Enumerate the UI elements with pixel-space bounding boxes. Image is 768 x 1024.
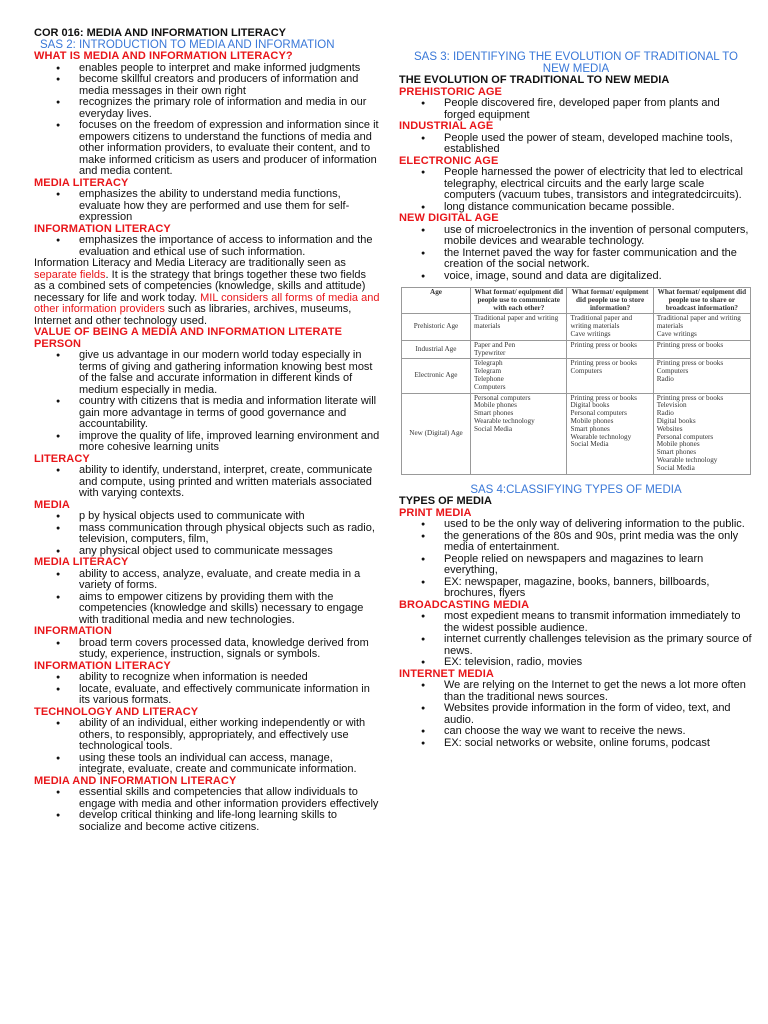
table-cell bbox=[653, 314, 750, 340]
technology-literacy-heading: TECHNOLOGY AND LITERACY bbox=[34, 705, 199, 718]
industrial-list bbox=[399, 133, 753, 156]
table-header: What format/ equipment did people use to communicate with each other? bbox=[471, 288, 567, 314]
list-item: ● emphasizes the ability to understand media functions, evaluate how they are performed and use them for self-expression bbox=[34, 189, 380, 224]
evolution-title: THE EVOLUTION OF TRADITIONAL TO NEW MEDIA bbox=[399, 74, 670, 86]
table-cell-line: Radio bbox=[656, 374, 674, 383]
table-cell bbox=[402, 359, 471, 393]
list-item: ● enables people to interpret and make informed judgments bbox=[34, 63, 380, 75]
media-literacy-list-2 bbox=[34, 569, 380, 627]
table-body bbox=[402, 314, 751, 474]
list-item: ● People used the power of steam, developed machine tools, established bbox=[399, 133, 753, 156]
table-header: Age bbox=[402, 288, 471, 314]
table-cell-line: Electronic Age bbox=[414, 371, 458, 380]
list-item: ● can choose the way we want to receive the news. bbox=[399, 726, 753, 738]
prehistoric-heading: PREHISTORIC AGE bbox=[399, 85, 502, 98]
list-item: ● focuses on the freedom of expression and information since it empowers citizens to understand the functions of media and other information providers, to evaluate their content, and to make informed criticism as users and producer of information and media content. bbox=[34, 120, 380, 178]
paragraph-text-1: Information Literacy and Media Literacy are traditionally seen as bbox=[34, 257, 346, 269]
prehistoric-list bbox=[399, 98, 753, 121]
table-cell-line: Smart phones bbox=[656, 448, 697, 457]
table-cell-line: Social Media bbox=[570, 440, 609, 449]
print-media-heading: PRINT MEDIA bbox=[399, 506, 472, 519]
table-row bbox=[402, 393, 751, 474]
electronic-heading: ELECTRONIC AGE bbox=[399, 154, 499, 167]
information-literacy-list-2 bbox=[34, 672, 380, 707]
media-literacy-list bbox=[34, 189, 380, 224]
list-item: ● We are relying on the Internet to get the news a lot more often than the traditional news sources. bbox=[399, 680, 753, 703]
table-cell bbox=[653, 359, 750, 393]
table-cell-line: Smart phones bbox=[570, 424, 610, 433]
right-column bbox=[399, 52, 753, 749]
table-cell-line: Telegram bbox=[474, 367, 502, 376]
list-item: ● ability of an individual, either working independently or with others, to responsibly, appropriately, and effectively use technological tools. bbox=[34, 718, 380, 753]
list-item: ● EX: social networks or website, online forums, podcast bbox=[399, 738, 753, 750]
list-item: ● ability to recognize when information is needed bbox=[34, 672, 380, 684]
list-item: ● used to be the only way of delivering information to the public. bbox=[399, 519, 753, 531]
list-item: ● using these tools an individual can access, manage, integrate, evaluate, create and communicate information. bbox=[34, 753, 380, 776]
table-cell-line: Personal computers bbox=[656, 432, 714, 441]
list-item: ● People harnessed the power of electricity that led to electrical telegraphy, electrical circuits and the early large scale computers (vacuum tubes, transistors and integratedcircuits). bbox=[399, 167, 753, 202]
table-header: What format/ equipment did people use to share or broadcast information? bbox=[653, 288, 750, 314]
value-heading: VALUE OF BEING A MEDIA AND INFORMATION LITERATE PERSON bbox=[34, 326, 342, 350]
types-title: TYPES OF MEDIA bbox=[399, 495, 492, 508]
list-item: ● become skillful creators and producers of information and media messages in their own right bbox=[34, 74, 380, 97]
table-cell-line: Printing press or books bbox=[570, 393, 637, 402]
table-cell bbox=[653, 340, 750, 359]
list-item: ● improve the quality of life, improved learning environment and more cohesive learning units bbox=[34, 431, 380, 454]
information-list bbox=[34, 638, 380, 661]
table-cell-line: Traditional paper and writing materials bbox=[656, 314, 741, 331]
what-is-mil-list bbox=[34, 63, 380, 178]
table-header-row bbox=[402, 288, 751, 314]
media-list bbox=[34, 511, 380, 557]
paragraph-text-3: such as libraries, archives, museums, Internet and other technology used. bbox=[34, 303, 352, 327]
table-cell-line: Typewriter bbox=[474, 348, 506, 357]
list-item: ● develop critical thinking and life-long learning skills to socialize and become active citizens. bbox=[34, 810, 380, 833]
table-cell-line: Industrial Age bbox=[415, 344, 457, 353]
paragraph-highlight-1: separate fields bbox=[34, 268, 106, 281]
what-is-mil-heading: WHAT IS MEDIA AND INFORMATION LITERACY? bbox=[34, 50, 293, 62]
table-cell-line: Printing press or books bbox=[570, 340, 637, 349]
table-cell bbox=[567, 340, 653, 359]
table-cell-line: Wearable technology bbox=[474, 416, 535, 425]
table-cell bbox=[471, 314, 567, 340]
table-cell-line: Telegraph bbox=[474, 359, 503, 368]
digital-list bbox=[399, 225, 753, 283]
sas3-title: SAS 3: IDENTIFYING THE EVOLUTION OF TRADITIONAL TO NEW MEDIA bbox=[414, 51, 738, 75]
table-cell-line: Traditional paper and writing materials bbox=[570, 314, 633, 331]
broadcasting-media-heading: BROADCASTING MEDIA bbox=[399, 598, 530, 611]
table-cell-line: Computers bbox=[474, 382, 506, 391]
table-cell-line: Television bbox=[656, 401, 687, 410]
list-item: ● People relied on newspapers and magazines to learn everything, bbox=[399, 554, 753, 577]
table-row bbox=[402, 340, 751, 359]
table-cell bbox=[402, 393, 471, 474]
list-item: ● emphasizes the importance of access to information and the evaluation and ethical use of such information. bbox=[34, 235, 380, 258]
internet-media-heading: INTERNET MEDIA bbox=[399, 667, 494, 680]
list-item: ● mass communication through physical objects such as radio, television, computers, film, bbox=[34, 523, 380, 546]
table-cell bbox=[653, 393, 750, 474]
mil-heading: MEDIA AND INFORMATION LITERACY bbox=[34, 774, 237, 787]
information-heading: INFORMATION bbox=[34, 625, 112, 637]
table-row bbox=[402, 359, 751, 393]
table-cell-line: Cave writings bbox=[656, 329, 697, 338]
media-heading: MEDIA bbox=[34, 498, 70, 511]
mil-list bbox=[34, 787, 380, 833]
table-row bbox=[402, 314, 751, 340]
table-cell-line: Printing press or books bbox=[570, 359, 637, 368]
information-literacy-heading: INFORMATION LITERACY bbox=[34, 222, 171, 235]
table-cell-line: Traditional paper and writing materials bbox=[474, 314, 559, 331]
table-cell-line: Paper and Pen bbox=[474, 340, 516, 349]
table-cell bbox=[402, 314, 471, 340]
document-title: COR 016: MEDIA AND INFORMATION LITERACY bbox=[34, 27, 286, 39]
list-item: ● give us advantage in our modern world today especially in terms of giving and gathering information knowing best most of the false and accurate information in different kinds of medium especially in media. bbox=[34, 350, 380, 396]
technology-literacy-list bbox=[34, 718, 380, 776]
table-cell-line: Printing press or books bbox=[656, 340, 724, 349]
list-item: ● any physical object used to communicate messages bbox=[34, 546, 380, 558]
table-cell-line: Radio bbox=[656, 409, 674, 418]
list-item: ● recognizes the primary role of information and media in our everyday lives. bbox=[34, 97, 380, 120]
list-item: ● People discovered fire, developed paper from plants and forged equipment bbox=[399, 98, 753, 121]
digital-heading: NEW DIGITAL AGE bbox=[399, 212, 499, 224]
list-item: ● EX: television, radio, movies bbox=[399, 657, 753, 669]
table-cell-line: Smart phones bbox=[474, 409, 514, 418]
list-item: ● country with citizens that is media and information literate will gain more advantage in terms of good governance and accountability. bbox=[34, 396, 380, 431]
table-cell-line: Prehistoric Age bbox=[413, 322, 459, 331]
table-cell bbox=[402, 340, 471, 359]
list-item: ● internet currently challenges television as the primary source of news. bbox=[399, 634, 753, 657]
table-cell bbox=[471, 340, 567, 359]
left-column bbox=[34, 28, 380, 833]
internet-media-list bbox=[399, 680, 753, 749]
table-cell bbox=[471, 359, 567, 393]
list-item: ● locate, evaluate, and effectively communicate information in its various formats. bbox=[34, 684, 380, 707]
table-cell bbox=[567, 393, 653, 474]
literacy-heading: LITERACY bbox=[34, 452, 90, 465]
table-cell-line: Printing press or books bbox=[656, 393, 724, 402]
table-cell-line: Digital books bbox=[570, 401, 610, 410]
list-item: ● use of microelectronics in the invention of personal computers, mobile devices and wearable technology. bbox=[399, 225, 753, 248]
list-item: ● essential skills and competencies that allow individuals to engage with media and other information providers effectively bbox=[34, 787, 380, 810]
media-literacy-heading-2: MEDIA LITERACY bbox=[34, 556, 129, 568]
value-list bbox=[34, 350, 380, 454]
list-item: ● voice, image, sound and data are digitalized. bbox=[399, 271, 753, 283]
paragraph-text-2: . It is the strategy that brings together these two fields as a combined sets of competencies (knowledge, skills and attitude) necessary for life and work today. bbox=[34, 268, 367, 304]
broadcasting-media-list bbox=[399, 611, 753, 669]
table-cell-line: Wearable technology bbox=[656, 455, 718, 464]
table-cell-line: Social Media bbox=[474, 424, 513, 433]
table-cell-line: Computers bbox=[570, 367, 603, 376]
table-cell-line: Personal computers bbox=[570, 409, 627, 418]
table-cell-line: Wearable technology bbox=[570, 432, 632, 441]
table-cell-line: Mobile phones bbox=[656, 440, 700, 449]
table-cell-line: Computers bbox=[656, 367, 689, 376]
paragraph-highlight-2: MIL considers all forms of media and other information providers bbox=[34, 291, 380, 315]
list-item: ● most expedient means to transmit information immediately to the widest possible audience. bbox=[399, 611, 753, 634]
table-header: What format/ equipment did people use to store information? bbox=[567, 288, 653, 314]
table-cell-line: Mobile phones bbox=[474, 401, 517, 410]
information-literacy-list bbox=[34, 235, 380, 258]
information-literacy-heading-2: INFORMATION LITERACY bbox=[34, 659, 171, 672]
list-item: ● aims to empower citizens by providing them with the competencies (knowledge and skills) necessary to engage with traditional media and new technologies. bbox=[34, 592, 380, 627]
list-item: ● EX: newspaper, magazine, books, banners, billboards, brochures, flyers bbox=[399, 577, 753, 600]
table-cell bbox=[567, 359, 653, 393]
evolution-table bbox=[401, 287, 751, 475]
electronic-list bbox=[399, 167, 753, 213]
table-cell-line: Social Media bbox=[656, 463, 695, 472]
table-cell-line: Printing press or books bbox=[656, 359, 724, 368]
table-cell-line: Digital books bbox=[656, 416, 696, 425]
mil-paragraph bbox=[34, 258, 380, 327]
list-item: ● long distance communication became possible. bbox=[399, 202, 753, 214]
list-item: ● the Internet paved the way for faster communication and the creation of the social network. bbox=[399, 248, 753, 271]
list-item: ● broad term covers processed data, knowledge derived from study, experience, instruction, signals or symbols. bbox=[34, 638, 380, 661]
table-cell bbox=[567, 314, 653, 340]
list-item: ● p by hysical objects used to communicate with bbox=[34, 511, 380, 523]
table-cell bbox=[471, 393, 567, 474]
table-cell-line: New (Digital) Age bbox=[409, 428, 463, 437]
list-item: ● Websites provide information in the form of video, text, and audio. bbox=[399, 703, 753, 726]
table-cell-line: Mobile phones bbox=[570, 416, 614, 425]
sas2-title: SAS 2: INTRODUCTION TO MEDIA AND INFORMATION bbox=[40, 38, 335, 51]
list-item: ● the generations of the 80s and 90s, print media was the only media of entertainment. bbox=[399, 531, 753, 554]
print-media-list bbox=[399, 519, 753, 600]
media-literacy-heading: MEDIA LITERACY bbox=[34, 176, 129, 189]
sas4-title: SAS 4:CLASSIFYING TYPES OF MEDIA bbox=[470, 483, 682, 496]
table-cell-line: Telephone bbox=[474, 374, 504, 383]
table-cell-line: Personal computers bbox=[474, 393, 531, 402]
table-cell-line: Websites bbox=[656, 424, 683, 433]
literacy-list bbox=[34, 465, 380, 500]
list-item: ● ability to identify, understand, interpret, create, communicate and compute, using printed and written materials associated with varying contexts. bbox=[34, 465, 380, 500]
table-cell-line: Cave writings bbox=[570, 329, 611, 338]
industrial-heading: INDUSTRIAL AGE bbox=[399, 120, 494, 132]
list-item: ● ability to access, analyze, evaluate, and create media in a variety of forms. bbox=[34, 569, 380, 592]
